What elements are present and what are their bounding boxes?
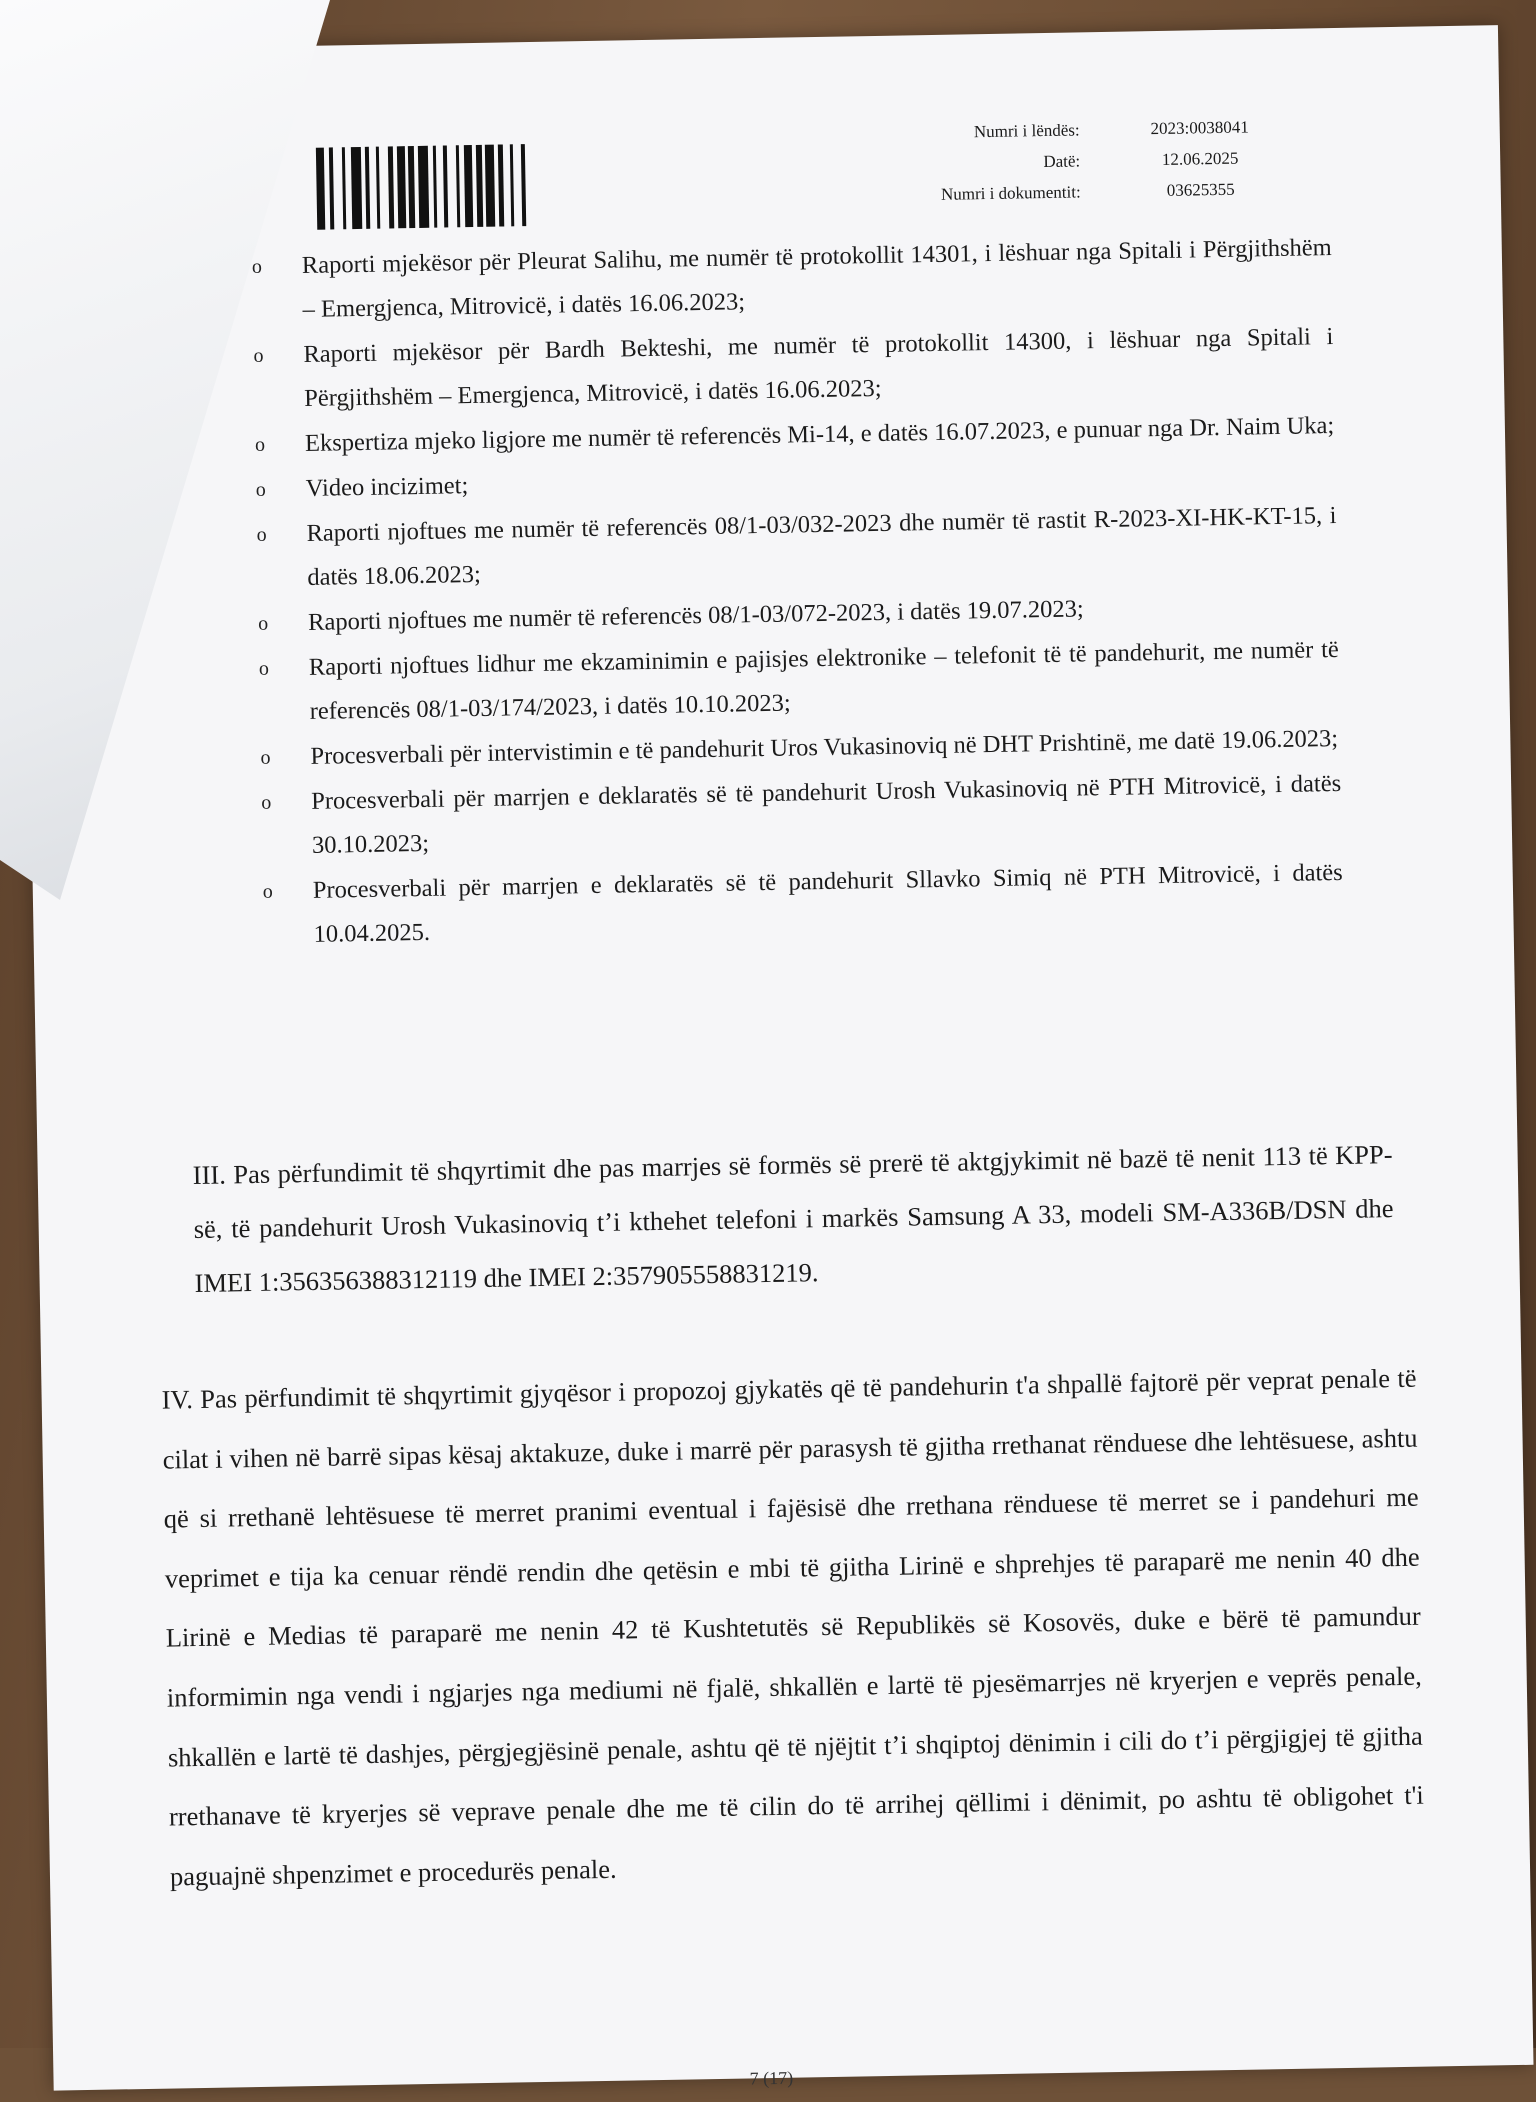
document-metadata: [879, 111, 1301, 211]
section-iii-paragraph: III. Pas përfundimit të shqyrtimit dhe pas marrjes së formës së prerë të aktgjykimit në bazë të nenit 113 të KPP-së, të pandehurit Urosh Vukasinoviq t’i kthehet telefoni i markës Samsung A 33, modeli SM-A336B/DSN dhe IMEI 1:356356388312119 dhe IMEI 2:357905558831219.: [192, 1139, 1394, 1299]
document-page: [18, 25, 1533, 2091]
bullet-circle-icon: o: [257, 612, 269, 635]
date-value: 12.06.2025: [1161, 148, 1239, 169]
bullet-circle-icon: o: [258, 657, 270, 680]
bullet-circle-icon: o: [255, 478, 266, 501]
evidence-list: [252, 226, 1344, 959]
list-item-text: Raporti mjekësor për Bardh Bekteshi, me numër të protokollit 14300, i lëshuar nga Spitali i Përgjithshëm – Emergjenca, Mitrovicë, i datës 16.06.2023;: [303, 323, 1334, 412]
list-item-text: Procesverbali për marrjen e deklaratës së të pandehurit Sllavko Simiq në PTH Mitrovicë, i datës 10.04.2025.: [312, 858, 1343, 948]
document-number-label: Numri i dokumentit:: [940, 181, 1081, 204]
barcode: [316, 142, 673, 230]
bullet-circle-icon: o: [262, 880, 274, 903]
list-item-text: Procesverbali për marrjen e deklaratës së të pandehurit Urosh Vukasinoviq në PTH Mitrovicë, i datës 30.10.2023;: [311, 769, 1342, 859]
case-number-label: Numri i lëndës:: [973, 119, 1080, 141]
bullet-circle-icon: o: [251, 255, 263, 278]
list-item-text: Raporti njoftues lidhur me ekzaminimin e pajisjes elektronike – telefonit të të pandehurit, me numër të referencës 08/1-03/174/2023, i datës 10.10.2023;: [308, 635, 1339, 725]
list-item: [262, 851, 1343, 958]
list-item-text: Raporti njoftues me numër të referencës 08/1-03/032-2023 dhe numër të rastit R-2023-XI-HK-KT-15, i datës 18.06.2023;: [306, 501, 1337, 591]
list-item: [256, 494, 1337, 601]
list-item-text: Ekspertiza mjeko ligjore me numër të referencës Mi-14, e datës 16.07.2023, e punuar nga Dr. Naim Uka;: [304, 412, 1335, 457]
date-label: Datë:: [1043, 150, 1081, 171]
bullet-circle-icon: o: [260, 746, 271, 769]
bullet-circle-icon: o: [261, 791, 272, 814]
barcode-gap: [525, 144, 532, 226]
bullet-circle-icon: o: [253, 344, 264, 367]
page-number: 7 (17): [749, 2067, 794, 2089]
bullet-circle-icon: o: [254, 433, 266, 456]
case-number-value: 2023:0038041: [1150, 116, 1249, 138]
list-item-text: Video incizimet;: [305, 472, 469, 502]
list-item-text: Raporti mjekësor për Pleurat Salihu, me numër të protokollit 14301, i lëshuar nga Spitali i Përgjithshëm – Emergjenca, Mitrovicë, i datës 16.06.2023;: [301, 234, 1332, 323]
document-number-value: 03625355: [1166, 179, 1235, 200]
document-number-row: [880, 173, 1300, 211]
list-item-text: Procesverbali për intervistimin e të pandehurit Uros Vukasinoviq në DHT Prishtinë, me datë 19.06.2023;: [310, 724, 1339, 770]
section-iv-paragraph: IV. Pas përfundimit të shqyrtimit gjyqësor i propozoj gjykatës që të pandehurin t'a shpallë fajtorë për veprat penale të cilat i vihen në barrë sipas kësaj aktakuze, duke i marrë për parasysh të gjitha rrethanat rënduese dhe lehtësuese, ashtu që si rrethanë lehtësuese të merret pranimi eventual i fajësisë dhe rrethana rënduese të merret se i pandehuri me veprimet e tija ka cenuar rëndë rendin dhe qetësin e mbi të gjitha Lirinë e shprehjes të paraparë me nenin 40 dhe Lirinë e Medias të paraparë me nenin 42 të Kushtetutës së Republikës së Kosovës, duke e bërë të pamundur informimin nga vendi i ngjarjes nga mediumi në fjalë, shkallën e lartë të pjesëmarrjes në kryerjen e veprës penale, shkallën e lartë të dashjes, përgjegjësinë penale, ashtu që të njëjtit t’i shqiptoj dënimin i cili do t’i përgjigjej të gjitha rrethanave të kryerjes së veprave penale dhe me të cilin do të arrihej qëllimi i dënimit, po ashtu të obligohet t'i paguajnë shpenzimet e procedurës penale.: [161, 1362, 1425, 1892]
bullet-circle-icon: o: [256, 523, 267, 546]
list-item-text: Raporti njoftues me numër të referencës 08/1-03/072-2023, i datës 19.07.2023;: [307, 595, 1084, 636]
